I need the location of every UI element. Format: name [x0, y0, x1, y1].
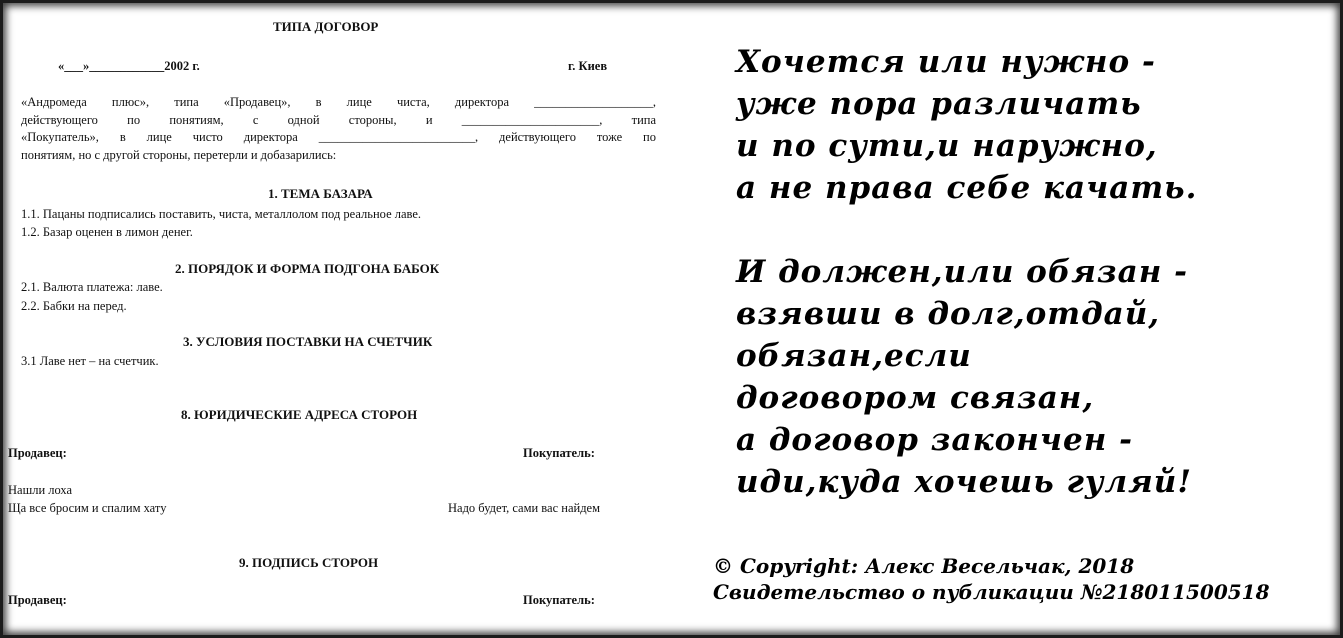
seller-address-line: Нашли лоха [8, 483, 73, 497]
copyright-line: © Copyright: Алекс Весельчак, 2018 [713, 554, 1135, 578]
poem-line: уже пора различать [736, 86, 1142, 122]
clause-2-2: 2.2. Бабки на перед. [21, 299, 127, 313]
poem-stanza-1 [736, 41, 1197, 209]
intro-line: понятиям, но с другой стороны, перетерли и добазарились: [21, 147, 337, 162]
poem-line: договором связан, [736, 380, 1095, 416]
contract-city: г. Киев [568, 59, 608, 73]
intro-line: «Покупатель», в лице чисто директора _________________________, действующего тоже по [21, 130, 656, 144]
clause-3-1: 3.1 Лаве нет – на счетчик. [21, 354, 159, 368]
poem [736, 41, 1197, 545]
section-title-3: 3. УСЛОВИЯ ПОСТАВКИ НА СЧЕТЧИК [183, 334, 433, 349]
publication-certificate: Свидетельство о публикации №218011500518 [713, 580, 1270, 604]
seller-label: Продавец: [8, 446, 67, 460]
seller-address-line: Ща все бросим и спалим хату [8, 501, 167, 515]
signature-buyer-label: Покупатель: [523, 593, 595, 607]
copyright-notice [713, 553, 1269, 605]
buyer-label: Покупатель: [523, 446, 595, 460]
clause-1-1: 1.1. Пацаны подписались поставить, чиста, металлолом под реальное лаве. [21, 207, 422, 221]
contract-date: «___»____________2002 г. [58, 59, 200, 73]
contract-intro [21, 94, 656, 164]
clause-2-1: 2.1. Валюта платежа: лаве. [21, 280, 163, 294]
poem-line: обязан,если [736, 338, 972, 374]
contract-document [3, 3, 683, 635]
intro-line: «Андромеда плюс», типа «Продавец», в лице чиста, директора ___________________, [21, 95, 656, 109]
intro-line: действующего по понятиям, с одной стороны, и ______________________, типа [21, 112, 656, 127]
section-title-1: 1. ТЕМА БАЗАРА [268, 186, 373, 201]
poem-line: и по сути,и наружно, [736, 128, 1158, 164]
poem-line: Хочется или нужно - [736, 44, 1156, 80]
signature-seller-label: Продавец: [8, 593, 67, 607]
poem-line: а договор закончен - [736, 422, 1133, 458]
section-title-8: 8. ЮРИДИЧЕСКИЕ АДРЕСА СТОРОН [181, 407, 418, 422]
poem-stanza-2 [736, 251, 1197, 503]
poem-line: а не права себе качать. [736, 170, 1198, 206]
poem-line: взявши в долг,отдай, [736, 296, 1161, 332]
poem-line: иди,куда хочешь гуляй! [736, 464, 1192, 500]
poem-line: И должен,или обязан - [736, 254, 1189, 290]
page-frame [3, 3, 1340, 635]
section-title-9: 9. ПОДПИСЬ СТОРОН [239, 555, 379, 570]
clause-1-2: 1.2. Базар оценен в лимон денег. [21, 225, 193, 239]
contract-title: ТИПА ДОГОВОР [273, 19, 379, 34]
section-title-2: 2. ПОРЯДОК И ФОРМА ПОДГОНА БАБОК [175, 261, 440, 276]
buyer-address-text: Надо будет, сами вас найдем [448, 501, 601, 515]
